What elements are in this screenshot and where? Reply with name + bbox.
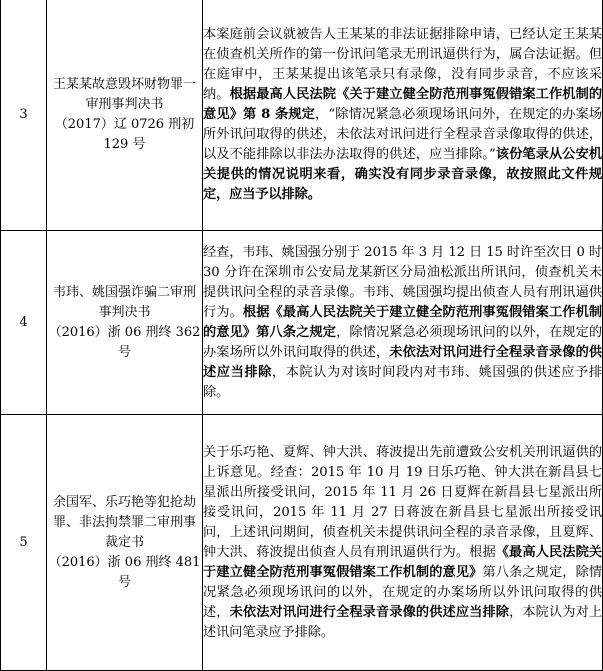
table-row xyxy=(1,415,603,671)
case-number: （2016）浙 06 刑终 362 号 xyxy=(48,324,201,360)
table-row xyxy=(1,231,603,415)
summary-bold-text: 未依法对讯问进行全程录音录像的供述应当排除 xyxy=(203,344,602,380)
summary-text: ，本院认为对该时间段内对韦玮、姚国强的供述应予排除。 xyxy=(203,364,602,400)
case-number: （2017）辽 0726 刑初 129 号 xyxy=(54,116,195,152)
row-number: 3 xyxy=(1,0,47,231)
case-summary xyxy=(203,415,603,671)
case-summary xyxy=(203,231,603,415)
case-number: （2016）浙 06 刑终 481 号 xyxy=(48,554,201,590)
summary-text: 关于乐巧艳、夏辉、钟大洪、蒋波提出先前遭致公安机关刑讯逼供的上诉意见。经查：2015 年 10 月 19 日乐巧艳、钟大洪在新昌县七星派出所接受讯问，2015 年 11 月 26 日夏辉在新昌县七星派出所接受讯问，2015 年 11 月 27 日蒋波在新昌县七星派出所接受讯问，上述讯问期间，侦查机关未提供讯问全程的录音录像，且夏辉、钟大洪、蒋波提出侦查人员有刑讯逼供行为。根据 xyxy=(203,444,602,560)
case-title: 余国军、乐巧艳等犯抢劫罪、非法拘禁罪二审刑事裁定书 xyxy=(52,494,196,550)
case-cell xyxy=(47,0,203,231)
summary-text: 经查，韦玮、姚国强分别于 2015 年 3 月 12 日 15 时许至次日 0 时 30 分许在深圳市公安局龙某新区分局油松派出所讯问，侦查机关未提供讯问全程的录音录像。韦玮、姚国强均提出侦查人员有刑讯逼供行为。 xyxy=(203,244,602,320)
summary-text: ，除情况紧急必须现场讯问的以外，在规定的办案场所以外讯问取得的供述， xyxy=(203,324,603,360)
case-cell xyxy=(47,415,203,671)
summary-bold-text: 该份笔录从公安机关提供的情况说明来看，确实没有同步录音录像，故按照此文件规定，应当予以排除。 xyxy=(203,146,602,202)
case-title: 王某某故意毁坏财物罪一审刑事判决书 xyxy=(52,76,196,112)
summary-text: ，本院认为对上述讯问笔录应予排除。 xyxy=(203,604,602,640)
summary-text: 本案庭前会议就被告人王某某的非法证据排除申请，已经认定王某某在侦查机关所作的第一份讯问笔录无刑讯逼供行为，属合法证据。但在庭审中，王某某提出该笔录只有录像，没有同步录音，不应该采纳。 xyxy=(203,26,602,102)
case-cell xyxy=(47,231,203,415)
summary-bold-text: 未依法对讯问进行全程录音录像的供述应当排除 xyxy=(229,604,510,620)
row-number: 4 xyxy=(1,231,47,415)
summary-bold-text: 根据最高人民法院《关于建立健全防范刑事冤假错案工作机制的意见》第 8 条规定 xyxy=(203,86,602,122)
case-summary xyxy=(203,0,603,231)
row-number: 5 xyxy=(1,415,47,671)
case-title: 韦玮、姚国强诈骗二审刑事判决书 xyxy=(52,284,196,320)
summary-text: ，“除情况紧急必须现场讯问外，在规定的办案场所外讯问取得的供述，未依法对讯问进行全程录音录像取得的供述，以及不能排除以非法办法取得的供述，应当排除。” xyxy=(203,106,602,162)
summary-text: 第八条之规定，除情况紧急必须现场讯问的以外，在规定的办案场所以外讯问取得的供述， xyxy=(203,564,602,620)
table-row xyxy=(1,0,603,231)
summary-bold-text: 根据《最高人民法院关于建立健全防范刑事冤假错案工作机制的意见》第八条之规定 xyxy=(203,304,602,340)
summary-bold-text: 《最高人民法院关于建立健全防范刑事冤假错案工作机制的意见》 xyxy=(203,544,602,580)
